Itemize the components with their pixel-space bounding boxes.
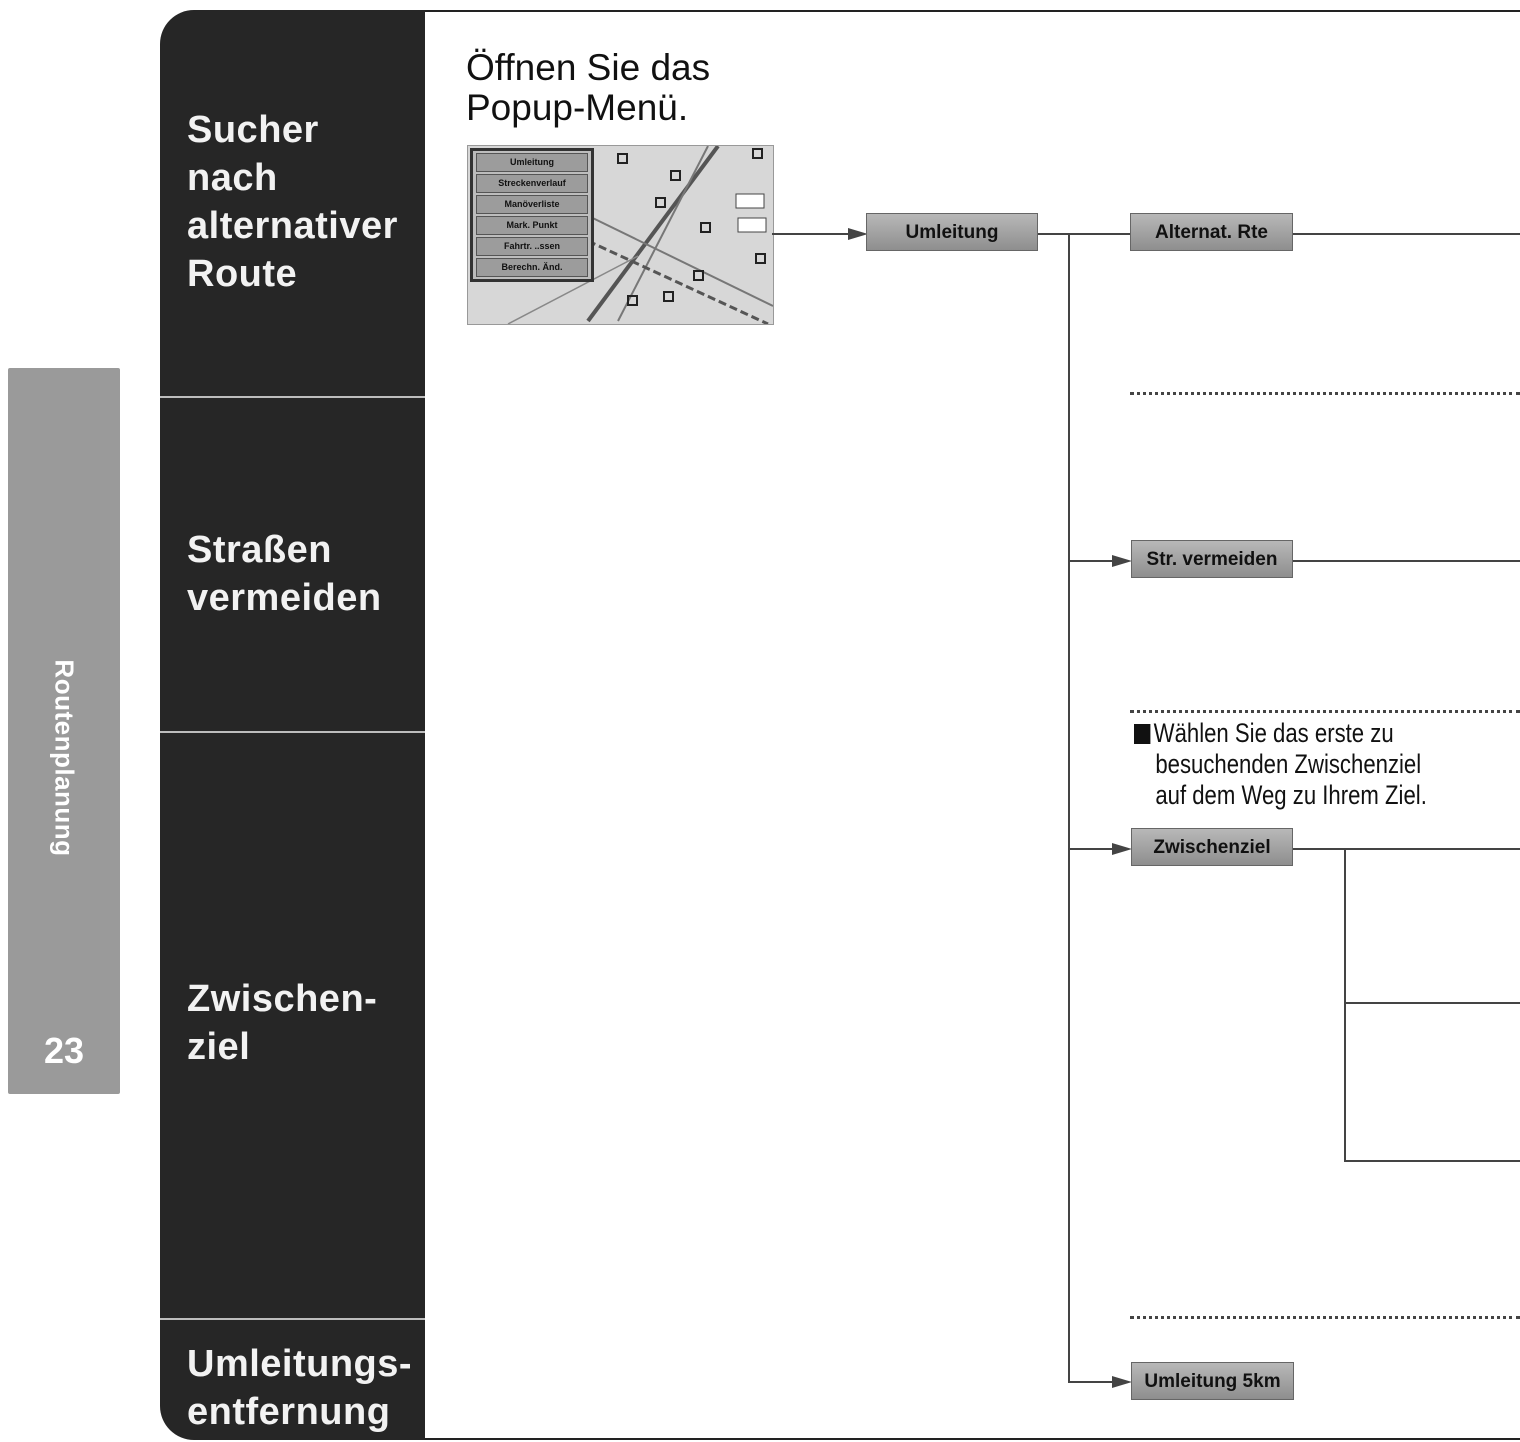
popup-menu-item: Manöverliste — [476, 195, 588, 214]
waypoint-note — [1134, 718, 1478, 811]
note-line-1: Wählen Sie das erste zu — [1153, 718, 1394, 748]
section-label-detour-distance: Umleitungs- entfernung — [187, 1343, 413, 1433]
section-avoid-roads — [160, 398, 425, 733]
connector-line — [1293, 233, 1520, 235]
popup-menu-screenshot — [467, 145, 774, 325]
popup-menu-item: Fahrtr. ..ssen — [476, 237, 588, 256]
top-rule — [425, 10, 1520, 12]
connector-line — [1344, 1160, 1520, 1162]
connector-line — [1038, 233, 1130, 235]
connector-line — [1068, 848, 1118, 850]
arrow-right-icon — [1112, 555, 1132, 567]
page-number: 23 — [43, 1030, 85, 1071]
branch-line — [1344, 848, 1346, 1162]
avoid-roads-button[interactable]: Str. vermeiden — [1131, 540, 1293, 578]
waypoint-button[interactable]: Zwischenziel — [1131, 828, 1293, 866]
popup-menu-item: Streckenverlauf — [476, 174, 588, 193]
section-detour-distance — [160, 1320, 425, 1440]
detour-5km-button[interactable]: Umleitung 5km — [1131, 1362, 1294, 1400]
arrow-right-icon — [848, 228, 868, 240]
section-label-alternative-route: Sucher nach alternativer Route — [187, 109, 398, 295]
section-waypoint — [160, 733, 425, 1320]
popup-menu-item: Umleitung — [476, 153, 588, 172]
note-line-3: auf dem Weg zu Ihrem Ziel. — [1155, 780, 1427, 810]
chapter-tab — [8, 368, 120, 1094]
popup-menu — [470, 148, 594, 282]
trunk-line — [1068, 233, 1070, 1382]
arrow-right-icon — [1112, 1376, 1132, 1388]
connector-line — [1293, 848, 1520, 850]
arrow-right-icon — [1112, 843, 1132, 855]
chapter-title: Routenplanung — [49, 659, 80, 857]
section-label-waypoint: Zwischen- ziel — [187, 978, 378, 1068]
alternative-route-button[interactable]: Alternat. Rte — [1130, 213, 1293, 251]
connector-line — [1068, 1381, 1118, 1383]
chapter-title-container — [8, 618, 120, 898]
popup-menu-item: Mark. Punkt — [476, 216, 588, 235]
note-line-2: besuchenden Zwischenziel — [1155, 749, 1422, 779]
bottom-rule — [425, 1438, 1520, 1440]
connector-line — [1344, 1002, 1520, 1004]
bullet-square-icon — [1134, 724, 1150, 744]
intro-instruction: Öffnen Sie das Popup-Menü. — [466, 47, 711, 128]
connector-line — [1293, 560, 1520, 562]
umleitung-button[interactable]: Umleitung — [866, 213, 1038, 251]
dotted-separator — [1130, 1316, 1520, 1319]
connector-line — [772, 233, 850, 235]
dotted-separator — [1130, 710, 1520, 713]
dotted-separator — [1130, 392, 1520, 395]
section-column — [160, 10, 425, 1440]
section-alternative-route — [160, 10, 425, 398]
popup-menu-item: Berechn. Änd. — [476, 258, 588, 277]
connector-line — [1068, 560, 1118, 562]
section-label-avoid-roads: Straßen vermeiden — [187, 529, 382, 619]
